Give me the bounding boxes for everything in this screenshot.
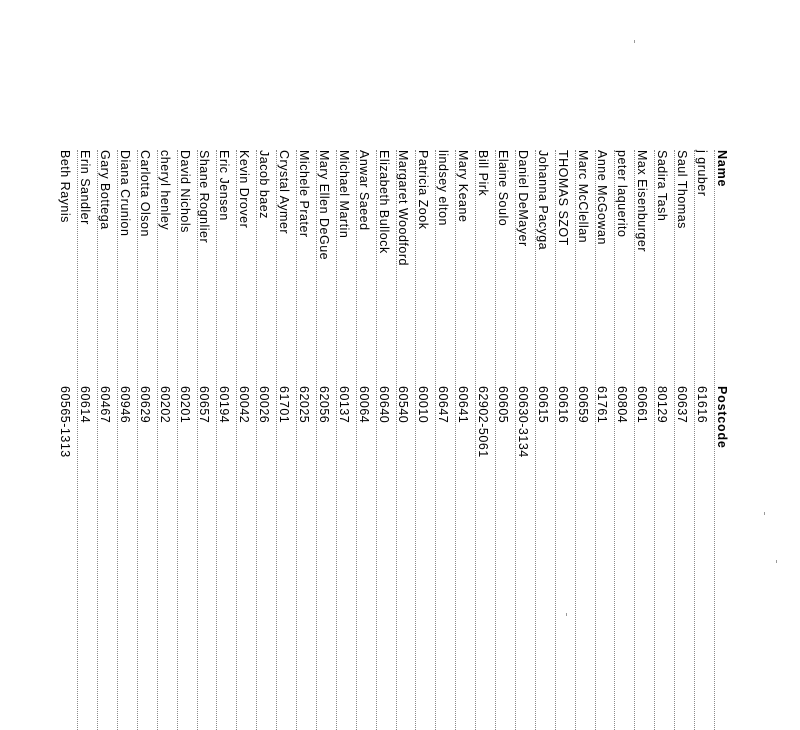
postcode-cell: 60640 <box>376 386 391 424</box>
row-dotted-rule <box>650 150 655 730</box>
table-row <box>58 150 78 730</box>
row-dotted-rule <box>551 150 556 730</box>
postcode-cell: 61616 <box>695 386 709 424</box>
table-row <box>456 150 476 730</box>
table-row <box>317 150 337 730</box>
name-cell: Elizabeth Bullock <box>376 150 391 254</box>
header-name: Name <box>715 150 729 188</box>
name-cell: Michael Martin <box>336 150 351 239</box>
name-cell: Crystal Aymer <box>277 150 292 235</box>
name-cell: Carlotta Olson <box>137 150 152 237</box>
postcode-cell: 60202 <box>157 386 172 424</box>
name-cell: Daniel DeMayer <box>515 150 530 247</box>
name-cell: Margaret Woodford <box>396 150 411 266</box>
name-cell: Shane Rognlier <box>197 150 212 244</box>
table-row <box>277 150 297 730</box>
name-cell: j gruber <box>695 150 709 197</box>
table-row <box>476 150 496 730</box>
postcode-cell: 60637 <box>675 386 690 424</box>
name-cell: Patricia Zook <box>416 150 431 230</box>
postcode-cell: 60467 <box>98 386 112 424</box>
table-row <box>337 150 357 730</box>
table-row <box>198 150 218 730</box>
name-cell: Bill Pirk <box>476 150 491 197</box>
postcode-cell: 60064 <box>356 386 371 424</box>
table-row <box>416 150 436 730</box>
postcode-cell: 60565-1313 <box>58 386 73 458</box>
name-cell: lindsey elton <box>436 150 451 226</box>
row-dotted-rule <box>630 150 635 730</box>
table-row <box>158 150 178 730</box>
name-cell: Elaine Soulo <box>496 150 510 227</box>
header-postcode: Postcode <box>715 386 729 449</box>
name-cell: Beth Raynis <box>58 150 73 223</box>
row-dotted-rule <box>153 150 158 730</box>
table-row <box>496 150 516 730</box>
row-dotted-rule <box>232 150 237 730</box>
postcode-cell: 62025 <box>297 386 311 424</box>
name-cell: peter laquerito <box>615 150 630 238</box>
table-row <box>655 150 675 730</box>
table-row <box>675 150 695 730</box>
table-row <box>556 150 576 730</box>
table-row <box>138 150 158 730</box>
postcode-cell: 60641 <box>456 386 471 424</box>
name-cell: David Nichols <box>177 150 192 233</box>
table-row <box>217 150 237 730</box>
postcode-cell: 60137 <box>336 386 351 424</box>
name-cell: Mary Ellen DeGue <box>316 150 331 261</box>
postcode-cell: 61701 <box>277 386 292 424</box>
row-dotted-rule <box>611 150 616 730</box>
postcode-cell: 80129 <box>655 386 670 424</box>
table-row <box>695 150 715 730</box>
row-dotted-rule <box>173 150 178 730</box>
postcode-cell: 60804 <box>615 386 630 424</box>
row-dotted-rule <box>252 150 257 730</box>
name-cell: Mary Keane <box>456 150 471 223</box>
table-row <box>357 150 377 730</box>
table-row <box>615 150 635 730</box>
postcode-cell: 62902-5061 <box>476 386 491 458</box>
table-row <box>178 150 198 730</box>
table-row <box>297 150 317 730</box>
name-cell: Saul Thomas <box>675 150 690 229</box>
row-dotted-rule <box>451 150 456 730</box>
table-row <box>516 150 536 730</box>
name-cell: THOMAS SZOT <box>555 150 570 246</box>
name-cell: Eric Jensen <box>217 150 232 221</box>
row-dotted-rule <box>710 150 715 730</box>
table-row <box>237 150 257 730</box>
name-cell: Gary Bottega <box>98 150 112 230</box>
postcode-cell: 60026 <box>257 386 272 424</box>
postcode-cell: 60042 <box>237 386 252 424</box>
row-dotted-rule <box>471 150 476 730</box>
row-dotted-rule <box>193 150 198 730</box>
row-dotted-rule <box>113 150 118 730</box>
postcode-cell: 60616 <box>555 386 570 424</box>
row-dotted-rule <box>312 150 317 730</box>
row-dotted-rule <box>292 150 297 730</box>
name-cell: Erin Sandler <box>78 150 93 225</box>
postcode-cell: 60201 <box>177 386 192 424</box>
row-dotted-rule <box>571 150 576 730</box>
table-row <box>397 150 417 730</box>
table-row <box>635 150 655 730</box>
postcode-cell: 60615 <box>535 386 550 424</box>
name-cell: Johanna Pacyga <box>535 150 550 251</box>
rotated-document <box>55 150 735 730</box>
postcode-cell: 60657 <box>197 386 212 424</box>
row-dotted-rule <box>93 150 98 730</box>
row-dotted-rule <box>511 150 516 730</box>
row-dotted-rule <box>591 150 596 730</box>
table-header <box>715 150 735 730</box>
postcode-cell: 60659 <box>575 386 590 424</box>
row-dotted-rule <box>272 150 277 730</box>
postcode-cell: 60614 <box>78 386 93 424</box>
table-row <box>78 150 98 730</box>
postcode-cell: 60629 <box>137 386 152 424</box>
name-cell: Kevin Drover <box>237 150 252 229</box>
name-cell: cheryl henley <box>157 150 172 231</box>
row-dotted-rule <box>412 150 417 730</box>
table-row <box>596 150 616 730</box>
table-row <box>377 150 397 730</box>
table-row <box>536 150 556 730</box>
postcode-cell: 60946 <box>117 386 132 424</box>
table-row <box>436 150 456 730</box>
postcode-cell: 62056 <box>316 386 331 424</box>
row-dotted-rule <box>531 150 536 730</box>
row-dotted-rule <box>392 150 397 730</box>
name-cell: Michele Prater <box>297 150 311 238</box>
table-row <box>98 150 118 730</box>
row-dotted-rule <box>213 150 218 730</box>
table-row <box>118 150 138 730</box>
postcode-cell: 60647 <box>436 386 451 424</box>
row-dotted-rule <box>332 150 337 730</box>
scan-mark <box>566 613 567 616</box>
scan-mark <box>776 560 777 563</box>
name-cell: Jacob baez <box>257 150 272 219</box>
scan-mark <box>634 40 635 43</box>
row-dotted-rule <box>690 150 695 730</box>
scan-mark <box>764 512 765 515</box>
postcode-cell: 60661 <box>635 386 650 424</box>
name-cell: Max Eisenburger <box>635 150 650 252</box>
postcode-cell: 60010 <box>416 386 431 424</box>
postcode-cell: 60194 <box>217 386 232 424</box>
row-dotted-rule <box>352 150 357 730</box>
postcode-cell: 60605 <box>496 386 510 424</box>
name-cell: Marc McClellan <box>575 150 590 244</box>
row-dotted-rule <box>73 150 78 730</box>
postcode-cell: 60630-3134 <box>515 386 530 458</box>
name-cell: Anne McGowan <box>595 150 610 245</box>
row-dotted-rule <box>491 150 496 730</box>
row-dotted-rule <box>372 150 377 730</box>
row-dotted-rule <box>670 150 675 730</box>
row-dotted-rule <box>431 150 436 730</box>
name-cell: Anwar Saeed <box>356 150 371 231</box>
name-cell: Diana Crunion <box>117 150 132 237</box>
postcode-cell: 61761 <box>595 386 610 424</box>
name-cell: Sadira Tash <box>655 150 670 222</box>
table-row <box>257 150 277 730</box>
table-row <box>576 150 596 730</box>
postcode-cell: 60540 <box>396 386 411 424</box>
row-dotted-rule <box>133 150 138 730</box>
